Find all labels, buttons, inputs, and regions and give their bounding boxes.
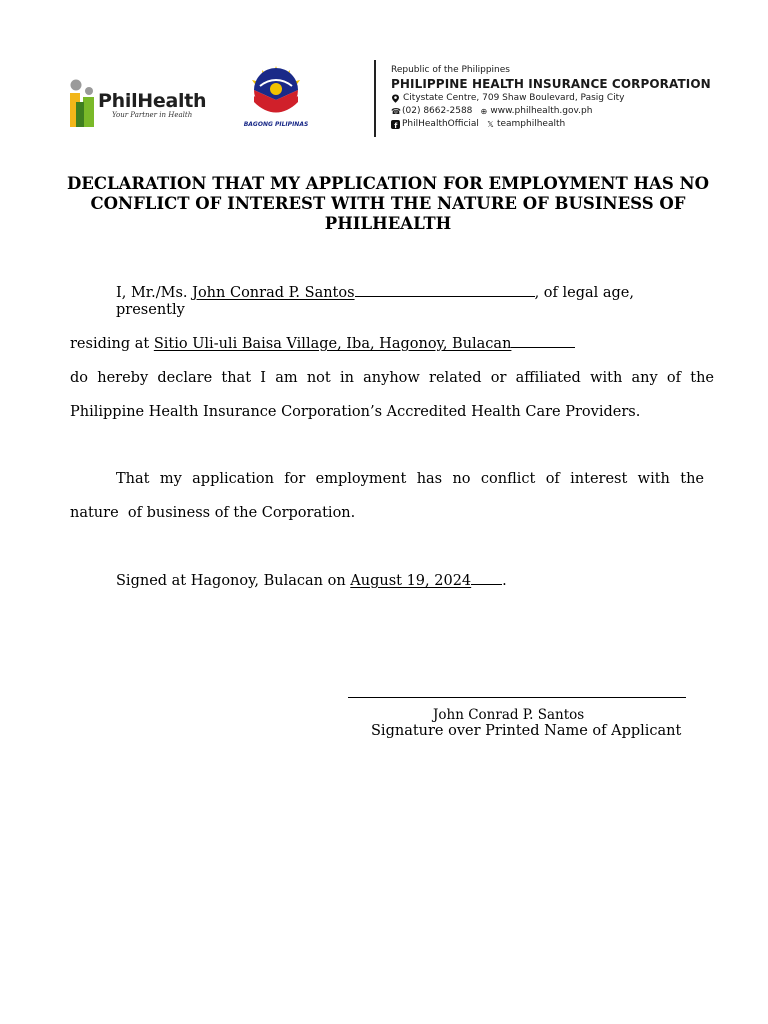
residing-line — [70, 336, 575, 353]
residence-address: Sitio Uli-uli Baisa Village, Iba, Hagonoy, Bulacan — [153, 336, 512, 352]
address-blank — [511, 346, 575, 348]
x-icon: 𝕏 — [487, 120, 494, 129]
social-line — [391, 118, 711, 131]
signature-line — [348, 697, 686, 698]
philhealth-logo — [68, 78, 213, 130]
date-blank — [471, 583, 502, 585]
x-handle[interactable]: teamphilhealth — [496, 119, 566, 129]
signed-date: August 19, 2024 — [350, 573, 472, 589]
signed-prefix: Signed at Hagonoy, Bulacan on — [116, 573, 351, 589]
conflict-line-2: nature of business of the Corporation. — [70, 505, 356, 521]
agency-info — [391, 64, 711, 131]
svg-text:f: f — [394, 122, 398, 129]
signature-caption: Signature over Printed Name of Applicant — [371, 723, 682, 739]
salutation-prefix: I, Mr./Ms. — [116, 285, 193, 301]
signature-printed-name: John Conrad P. Santos — [433, 707, 585, 723]
declare-line-1: do hereby declare that I am not in anyhow related or affiliated with any of the — [70, 370, 714, 386]
bagong-pilipinas-label: BAGONG PILIPINAS — [243, 121, 309, 128]
phone-icon: ☎ — [391, 107, 401, 116]
conflict-line-1: That my application for employment has no conflict of interest with the — [116, 471, 704, 487]
bagong-pilipinas-emblem-icon — [240, 64, 312, 120]
philhealth-tagline: Your Partner in Health — [112, 111, 193, 119]
facebook-icon — [391, 120, 400, 129]
legal-age-text: , of legal age, — [534, 285, 634, 301]
corporation-name: PHILIPPINE HEALTH INSURANCE CORPORATION — [391, 77, 711, 91]
name-blank — [355, 295, 535, 297]
address-text: Citystate Centre, 709 Shaw Boulevard, Pasig City — [403, 93, 625, 103]
residing-prefix: residing at — [70, 336, 154, 352]
signed-line — [116, 573, 507, 590]
header-divider — [374, 60, 376, 137]
republic-label: Republic of the Philippines — [391, 65, 510, 75]
bagong-pilipinas-logo — [240, 64, 312, 132]
facebook-handle[interactable]: PhilHealthOfficial — [402, 119, 479, 129]
website-link[interactable]: www.philhealth.gov.ph — [490, 106, 593, 116]
contact-line — [391, 105, 711, 118]
presently-text: presently — [116, 302, 185, 318]
philhealth-wordmark: PhilHealth — [98, 90, 207, 112]
globe-icon: ⊕ — [480, 107, 488, 116]
document-title: DECLARATION THAT MY APPLICATION FOR EMPLOYMENT HAS NO CONFLICT OF INTEREST WITH THE NATURE OF BUSINESS OF PHILHEALTH — [67, 174, 709, 233]
location-pin-icon — [391, 94, 400, 103]
phone-text: (02) 8662-2588 — [402, 106, 473, 116]
applicant-line — [116, 285, 634, 302]
signed-suffix: . — [502, 573, 507, 589]
address-line — [391, 92, 711, 105]
philhealth-emblem-icon — [68, 78, 98, 128]
applicant-name: John Conrad P. Santos — [192, 285, 355, 301]
declare-line-2: Philippine Health Insurance Corporation’s Accredited Health Care Providers. — [70, 404, 641, 420]
